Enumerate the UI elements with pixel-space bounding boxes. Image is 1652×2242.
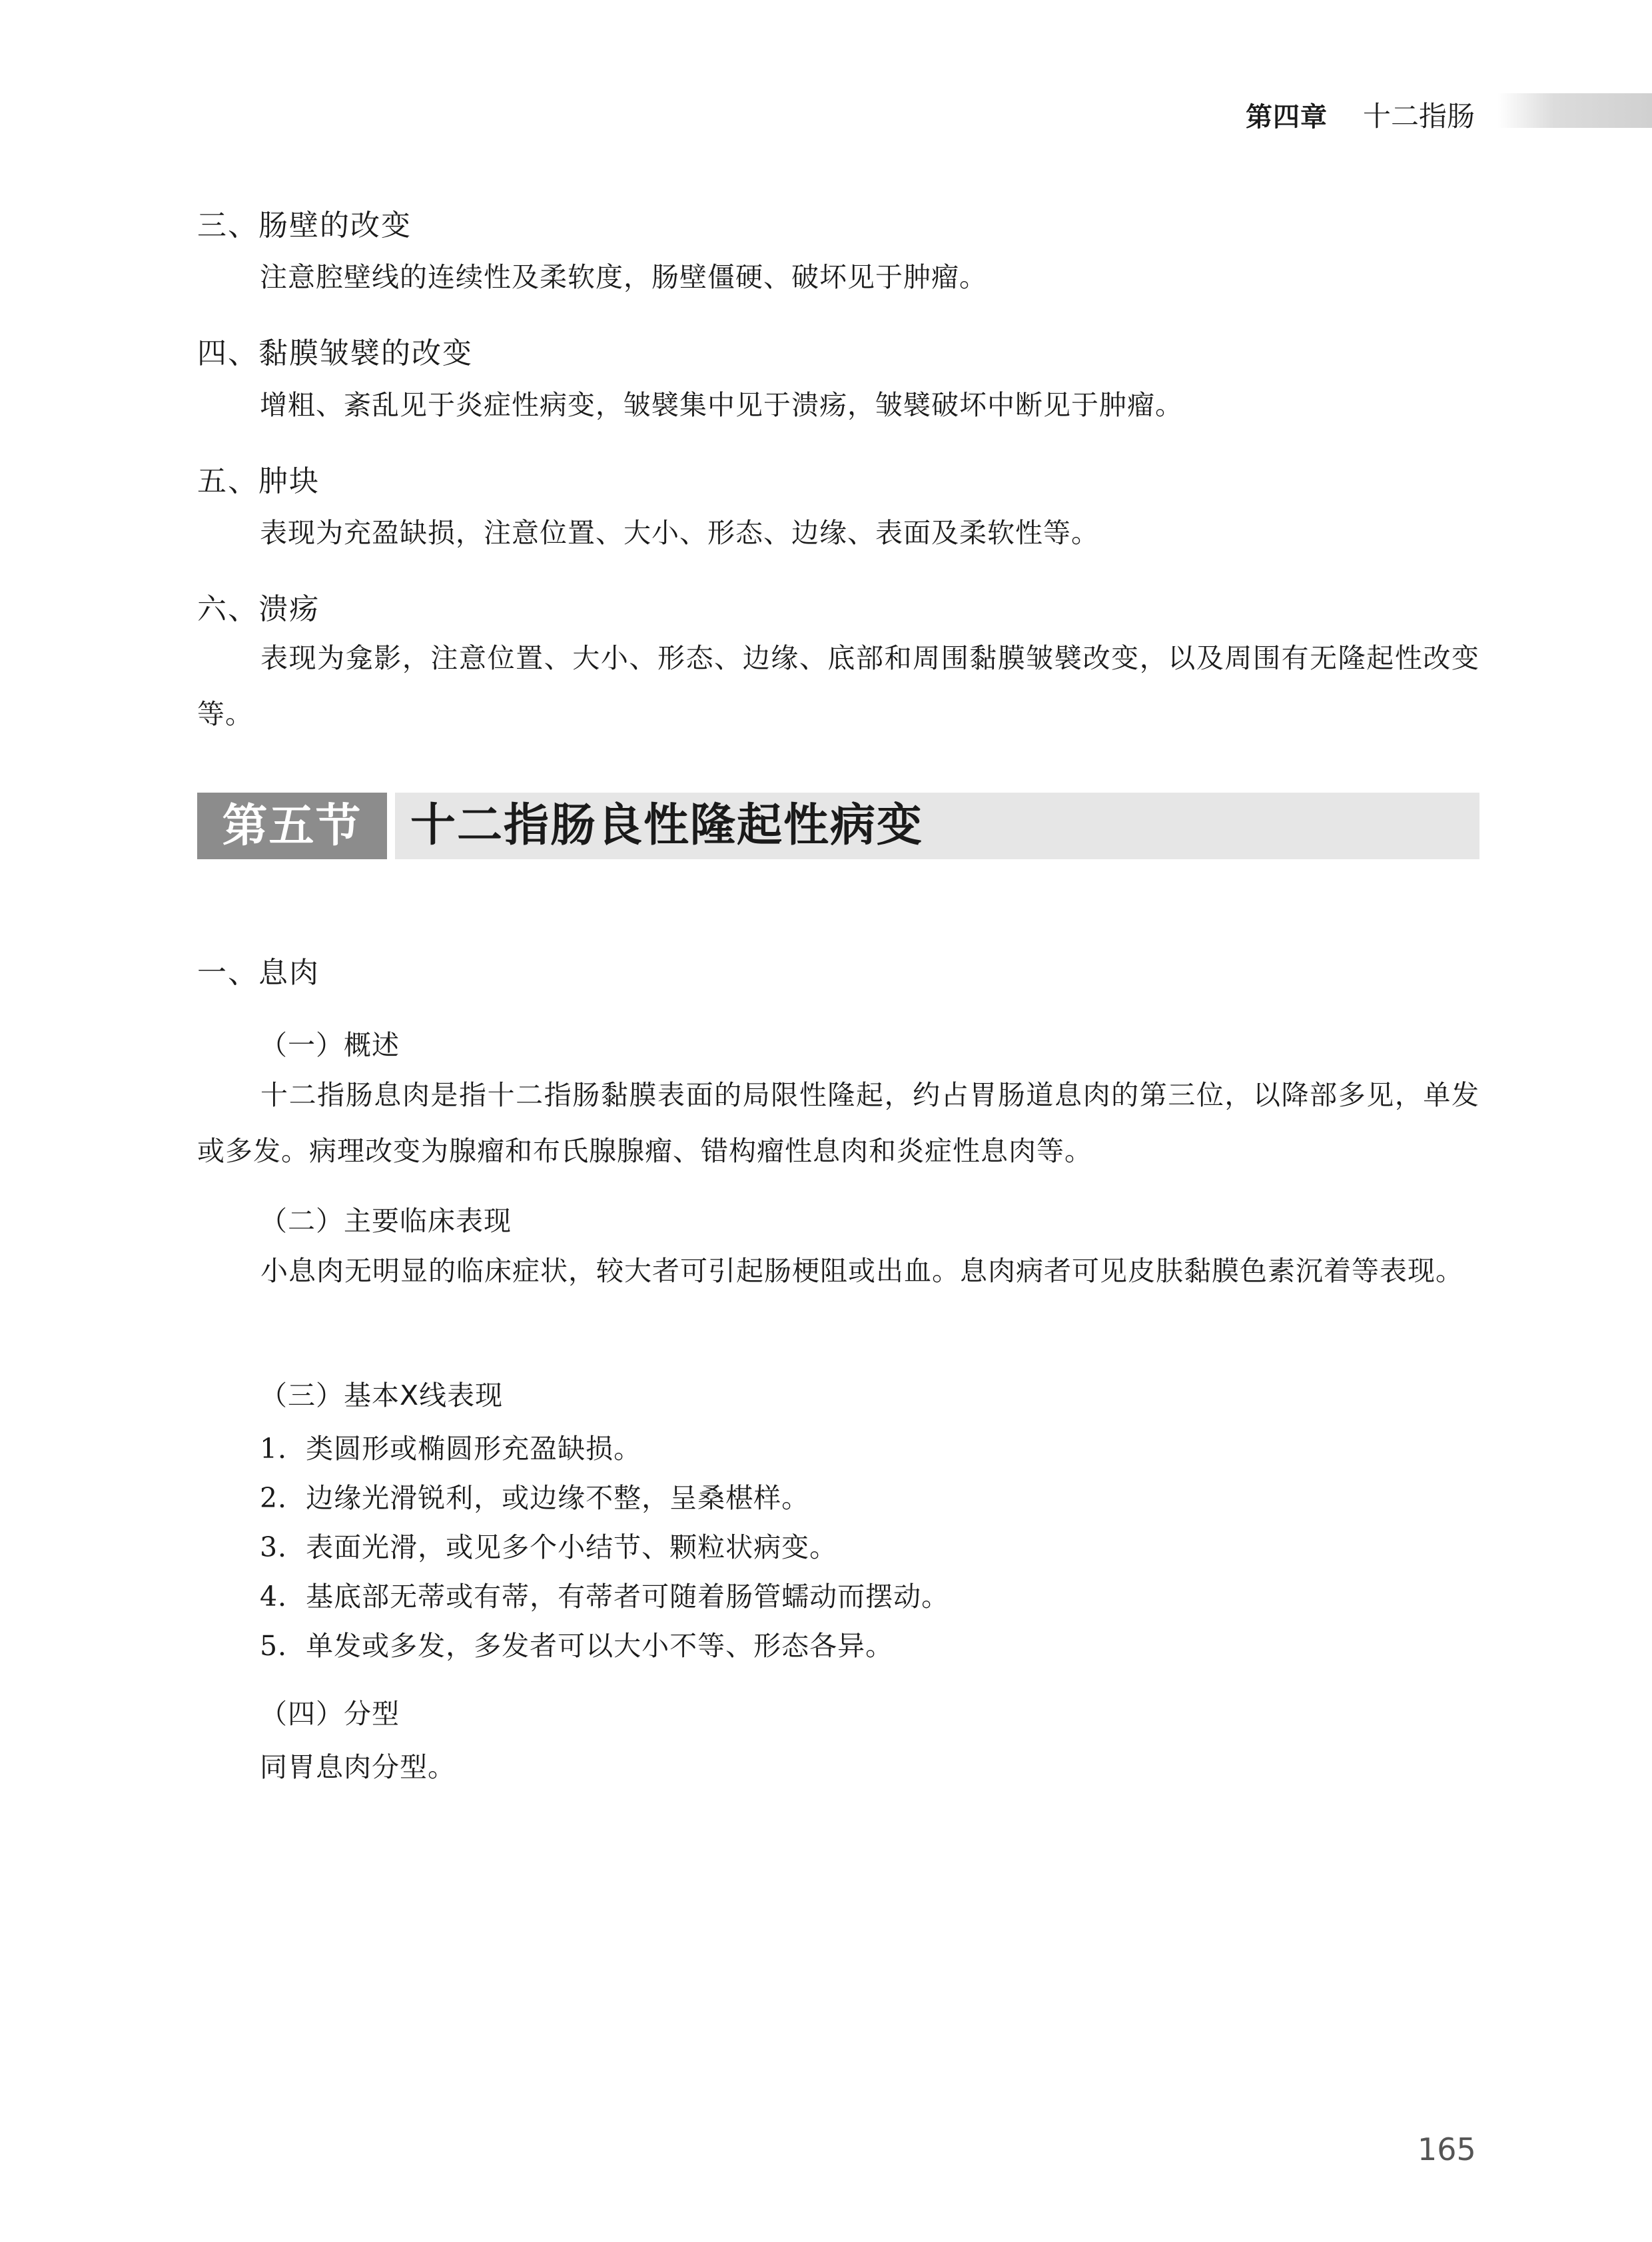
header-chapter: 第四章 bbox=[1246, 101, 1328, 133]
text-mucosal-folds: 增粗、紊乱见于炎症性病变，皱襞集中见于溃疡，皱襞破坏中断见于肿瘤。 bbox=[260, 389, 1183, 421]
page-number: 165 bbox=[1418, 2131, 1476, 2167]
heading-polyp: 一、息肉 bbox=[197, 956, 320, 990]
xray-item: 5．单发或多发，多发者可以大小不等、形态各异。 bbox=[260, 1630, 894, 1662]
heading-classification: （四）分型 bbox=[260, 1698, 400, 1730]
heading-mass: 五、肿块 bbox=[197, 464, 320, 498]
text-classification: 同胃息肉分型。 bbox=[260, 1751, 456, 1783]
heading-clinical: （二）主要临床表现 bbox=[260, 1205, 512, 1237]
text-intestinal-wall: 注意腔壁线的连续性及柔软度，肠壁僵硬、破坏见于肿瘤。 bbox=[260, 261, 987, 293]
xray-item: 4．基底部无蒂或有蒂，有蒂者可随着肠管蠕动而摆动。 bbox=[260, 1581, 950, 1613]
xray-item: 3．表面光滑，或见多个小结节、颗粒状病变。 bbox=[260, 1531, 838, 1563]
xray-item: 1．类圆形或椭圆形充盈缺损。 bbox=[260, 1433, 642, 1465]
heading-intestinal-wall: 三、肠壁的改变 bbox=[197, 208, 412, 242]
running-header bbox=[1246, 93, 1652, 133]
text-clinical: 小息肉无明显的临床症状，较大者可引起肠梗阻或出血。息肉病者可见皮肤黏膜色素沉着等表现。 bbox=[260, 1255, 1463, 1287]
text-mass: 表现为充盈缺损，注意位置、大小、形态、边缘、表面及柔软性等。 bbox=[260, 517, 1099, 549]
text-overview: 十二指肠息肉是指十二指肠黏膜表面的局限性隆起，约占胃肠道息肉的第三位，以降部多见，单发或多发。病理改变为腺瘤和布氏腺腺瘤、错构瘤性息肉和炎症性息肉等。 bbox=[197, 1079, 1479, 1167]
heading-ulcer: 六、溃疡 bbox=[197, 592, 320, 626]
section-title: 十二指肠良性隆起性病变 bbox=[410, 799, 924, 852]
heading-xray: （三）基本X线表现 bbox=[260, 1379, 504, 1411]
section-banner bbox=[197, 793, 1479, 859]
xray-item: 2．边缘光滑锐利，或边缘不整，呈桑椹样。 bbox=[260, 1482, 810, 1514]
heading-mucosal-folds: 四、黏膜皱襞的改变 bbox=[197, 336, 473, 370]
section-label: 第五节 bbox=[197, 793, 387, 859]
header-title: 十二指肠 bbox=[1363, 100, 1475, 133]
text-ulcer: 表现为龛影，注意位置、大小、形态、边缘、底部和周围黏膜皱襞改变，以及周围有无隆起性改变等。 bbox=[197, 642, 1479, 730]
heading-overview: （一）概述 bbox=[260, 1029, 400, 1061]
